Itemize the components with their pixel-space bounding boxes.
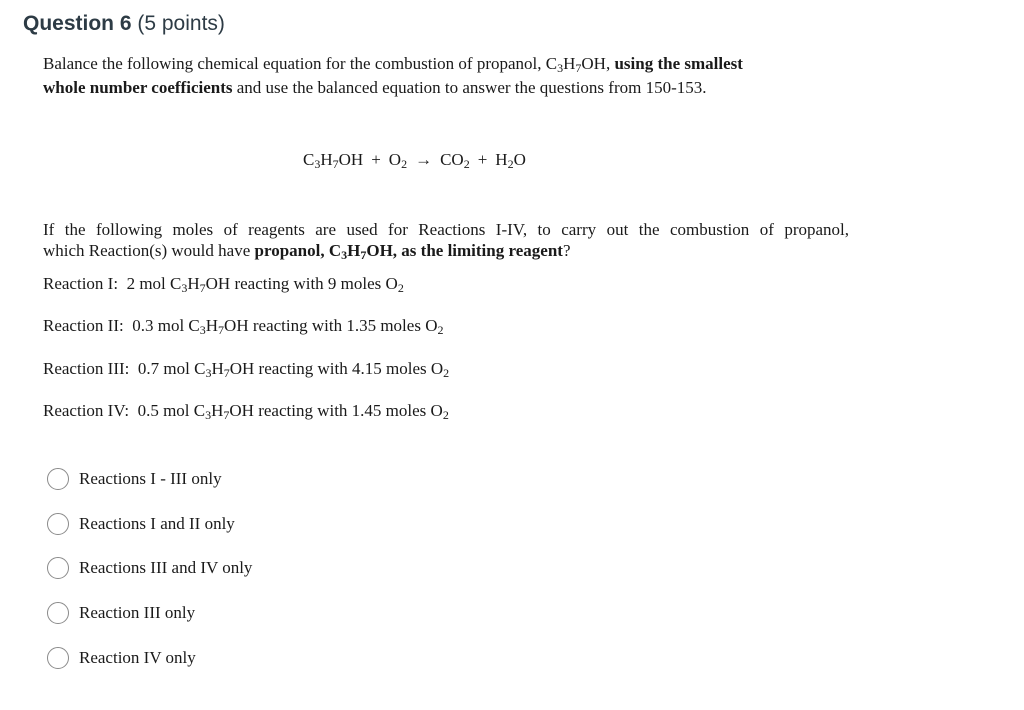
formula-part: OH	[229, 401, 254, 420]
formula-subscript: 3	[205, 408, 212, 422]
formula-part: O	[513, 150, 526, 169]
formula-subscript: 2	[442, 408, 449, 422]
formula-part: H	[563, 54, 576, 73]
option-label[interactable]: Reaction III only	[79, 603, 196, 622]
intro-line-1	[43, 52, 843, 76]
formula-subscript: 7	[575, 61, 582, 75]
intro-text: Balance the following chemical equation for the combustion of propanol,	[43, 54, 546, 73]
reaction-amount: 0.3 mol	[132, 316, 185, 335]
limiting-reagent-question	[43, 219, 849, 261]
reaction-label: Reaction IV:	[43, 401, 130, 420]
reaction-line	[43, 272, 404, 296]
formula-part: H	[211, 359, 224, 378]
formula-subscript: 2	[401, 157, 408, 171]
formula-part: C	[194, 359, 206, 378]
intro-bold-text: using the smallest	[614, 54, 743, 73]
limiting-bold	[255, 241, 563, 260]
formula-subscript: 3	[314, 157, 321, 171]
formula-subscript: 7	[360, 248, 367, 262]
reaction-text: reacting with 1.45 moles	[258, 401, 427, 420]
option-label[interactable]: Reaction IV only	[79, 648, 196, 667]
question-title: Question 6	[23, 12, 132, 35]
formula-part: O	[425, 316, 438, 335]
formula-part: H	[205, 316, 219, 335]
option-label[interactable]: Reactions I and II only	[79, 514, 235, 533]
question-points: (5 points)	[137, 12, 225, 35]
reaction-label: Reaction I:	[43, 274, 119, 293]
formula-subscript: 7	[223, 366, 230, 380]
reaction-line	[43, 314, 443, 338]
reaction-amount: 0.7 mol	[137, 359, 190, 378]
option-label[interactable]: Reactions I - III only	[79, 469, 222, 488]
limiting-line-1: If the following moles of reagents are used for Reactions I-IV, to carry out the combustion of propanol,	[43, 220, 849, 239]
plus-sign: +	[477, 150, 488, 169]
reaction-label: Reaction III:	[43, 359, 130, 378]
radio-button[interactable]	[47, 602, 69, 624]
answer-option[interactable]	[47, 510, 235, 538]
formula-part: C	[170, 274, 182, 293]
formula-subscript: 2	[463, 157, 470, 171]
formula-part: C	[303, 150, 315, 169]
reaction-label: Reaction II:	[43, 316, 124, 335]
reaction-line	[43, 399, 449, 423]
formula-subscript: 7	[218, 323, 225, 337]
formula-part: O	[430, 401, 443, 420]
answer-option[interactable]	[47, 599, 195, 627]
formula-subscript: 3	[199, 323, 206, 337]
plus-sign: +	[371, 150, 381, 169]
formula-part: H	[347, 241, 361, 260]
answer-option[interactable]	[47, 465, 222, 493]
reaction-line	[43, 357, 449, 381]
answer-option[interactable]	[47, 644, 196, 672]
formula-part: OH	[338, 150, 364, 169]
option-label[interactable]: Reactions III and IV only	[79, 558, 253, 577]
formula-part: C	[545, 54, 558, 73]
radio-button[interactable]	[47, 557, 69, 579]
question-text: which Reaction(s) would have	[43, 241, 255, 260]
radio-button[interactable]	[47, 647, 69, 669]
answer-option[interactable]	[47, 554, 252, 582]
formula-part: propanol, C	[254, 241, 342, 260]
formula-subscript: 7	[199, 281, 206, 295]
formula-part: OH	[229, 359, 255, 378]
limiting-line-2	[43, 240, 849, 261]
chemical-equation	[303, 148, 526, 172]
intro-text: ,	[605, 54, 615, 73]
formula-part: H	[320, 150, 333, 169]
reaction-text: reacting with 9 moles	[234, 274, 382, 293]
formula-part: CO	[440, 150, 464, 169]
formula-subscript: 2	[397, 281, 404, 295]
formula-part: C	[188, 316, 200, 335]
question-header	[23, 12, 225, 36]
reaction-arrow: →	[415, 150, 433, 169]
radio-button[interactable]	[47, 468, 69, 490]
formula-part: O	[385, 274, 398, 293]
reaction-text: reacting with 4.15 moles	[258, 359, 427, 378]
intro-text: and use the balanced equation to answer the questions from 150-153.	[232, 78, 707, 97]
formula-subscript: 3	[557, 61, 564, 75]
formula-subscript: 2	[507, 157, 514, 171]
formula-subscript: 7	[223, 408, 230, 422]
question-text: ?	[562, 241, 571, 260]
question-intro	[43, 52, 843, 100]
reaction-text: reacting with 1.35 moles	[252, 316, 421, 335]
formula-part: O	[430, 359, 444, 378]
formula-part: OH	[205, 274, 231, 293]
formula-part: H	[211, 401, 224, 420]
formula-subscript: 3	[341, 248, 348, 262]
formula-part: C	[193, 401, 206, 420]
formula-part: H	[495, 150, 508, 169]
formula-part: OH, as the limiting reagent	[366, 241, 563, 260]
formula-part: OH	[581, 54, 606, 73]
reaction-amount: 2 mol	[126, 274, 166, 293]
formula-part: O	[388, 150, 402, 169]
formula-subscript: 7	[332, 157, 339, 171]
formula-subscript: 2	[437, 323, 444, 337]
intro-line-2	[43, 76, 843, 100]
formula-subscript: 3	[205, 366, 212, 380]
reaction-amount: 0.5 mol	[137, 401, 190, 420]
formula-part: H	[187, 274, 200, 293]
formula-subscript: 2	[443, 366, 450, 380]
intro-bold-text: whole number coefficients	[43, 78, 233, 97]
formula-part: OH	[224, 316, 249, 335]
formula-subscript: 3	[181, 281, 188, 295]
radio-button[interactable]	[47, 513, 69, 535]
